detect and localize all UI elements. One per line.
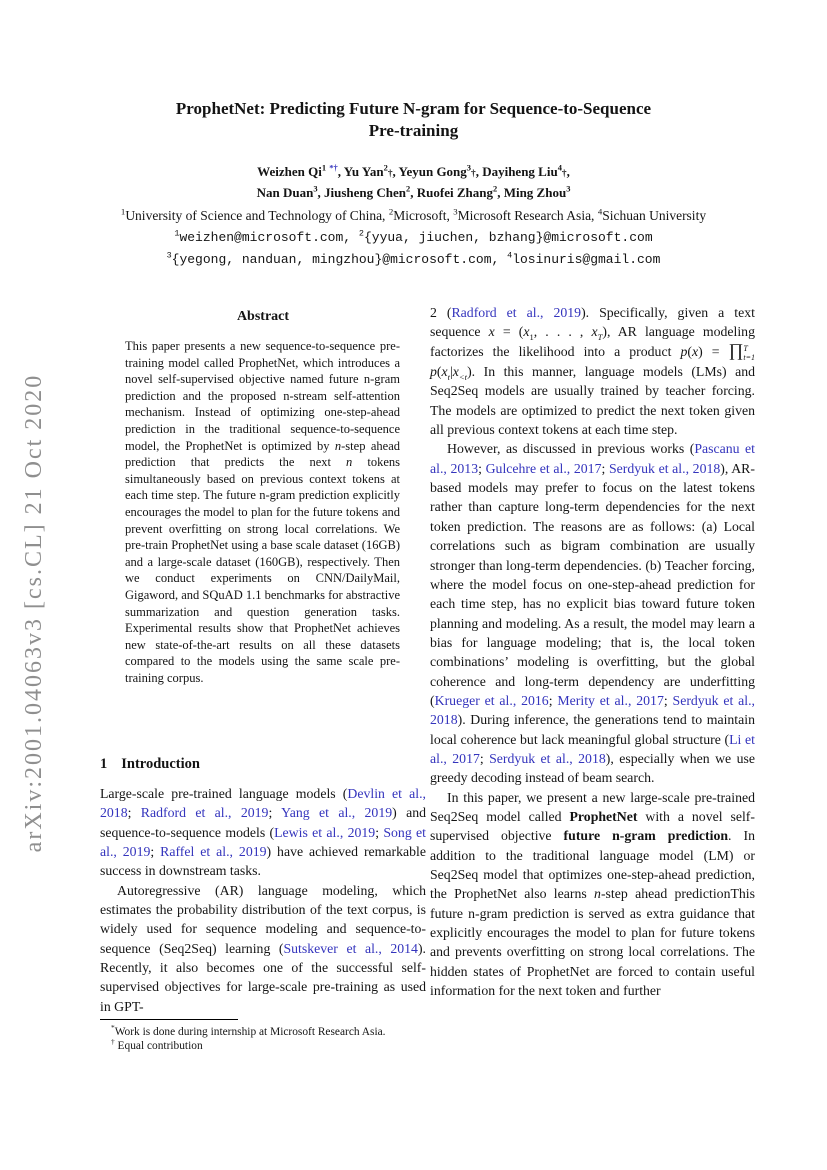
paper-title [0, 98, 827, 142]
authors-line-2: Nan Duan$^3$, Jiusheng Chen$^2$, Ruofei Zhang$^2$, Ming Zhou$^3$ [256, 183, 571, 200]
emails-line-2: $^3${yegong, nanduan, mingzhou}@microsoft.com, $^4$losinuris@gmail.com [166, 250, 661, 267]
title-line-2: Pre-training [368, 121, 459, 140]
abstract-heading: Abstract [236, 309, 290, 324]
footnote-rule [100, 1019, 238, 1020]
authors-block [0, 161, 827, 203]
arxiv-watermark: arXiv:2001.04063v3 [cs.CL] 21 Oct 2020 [21, 373, 47, 853]
footnote-internship: *Work is done during internship at Microsoft Research Asia. [111, 1023, 386, 1038]
section-number: 1 [100, 756, 108, 772]
emails-line-1: $^1$weizhen@microsoft.com, $^2${yyua, jiuchen, bzhang}@microsoft.com [174, 228, 653, 245]
abstract-text: This paper presents a new sequence-to-sequence pre-training model called ProphetNet, which introduces a novel self-supervised objective named future n-gram prediction and the proposed n-stream self-attention mechanism. Instead of optimizing one-step-ahead prediction in the traditional sequence-to-sequence model, the ProphetNet is optimized by n-step ahead prediction that predicts the next n tokens simultaneously based on previous context tokens at each time step. The future n-gram prediction explicitly encourages the model to plan for the future tokens and prevent overfitting on strong local correlations. We pre-train ProphetNet using a base scale dataset (16GB) and a large-scale dataset (160GB), respectively. Then we conduct experiments on CNN/DailyMail, Gigaword, and SQuAD 1.1 benchmarks for abstractive summarization and question generation tasks. Experimental results show that ProphetNet achieves new state-of-the-art results on all these datasets compared to the models using the same scale pre-training corpus. [125, 339, 400, 685]
footnotes-block [100, 1019, 426, 1054]
intro-paragraph-1: Large-scale pre-trained language models (Devlin et al., 2018; Radford et al., 2019; Yang et al., 2019) and sequence-to-sequence models (Lewis et al., 2019; Song et al., 2019; Raffel et al., 2019) have achieved remarkable success in downstream tasks. [100, 786, 426, 879]
paper-header [0, 98, 827, 271]
section-heading-introduction [100, 756, 200, 773]
intro-paragraph-3: However, as discussed in previous works (Pascanu et al., 2013; Gulcehre et al., 2017; Serdyuk et al., 2018), AR-based models may prefer to focus on the latest tokens rather than capture long-term dependencies for the next token prediction. The reasons are as follows: (a) Local correlations such as bigram combination are usually stronger than long-term dependencies. (b) Teacher forcing, where the model focus on one-step-ahead prediction for each time step, has no explicit bias toward future token planning and modeling. As a result, the model may learn a bias for language modeling; that is, the local token combinations’ modeling is overfitting, but the global coherence and long-term dependency are underfitting (Krueger et al., 2016; Merity et al., 2017; Serdyuk et al., 2018). During inference, the generations tend to maintain local coherence but lack meaningful global structure (Li et al., 2017; Serdyuk et al., 2018), especially when we use greedy decoding instead of beam search. [430, 441, 755, 786]
title-line-1: ProphetNet: Predicting Future N-gram for Sequence-to-Sequence [175, 99, 652, 118]
intro-paragraph-4: In this paper, we present a new large-scale pre-trained Seq2Seq model called ProphetNet with a novel self-supervised objective future n-gram prediction. In addition to the traditional language model (LM) or Seq2Seq model that optimizes one-step-ahead prediction, the ProphetNet also learns n-step ahead predictionThis future n-gram prediction is served as extra guidance that explicitly encourages the model to plan for future tokens and prevents overfitting on strong local correlations. The hidden states of ProphetNet are forced to contain useful information for the next token and further [430, 789, 755, 999]
right-column [430, 303, 755, 1000]
section-title: Introduction [121, 756, 200, 772]
emails-block [0, 227, 827, 271]
affiliations-line: $^1$University of Science and Technology of China, $^2$Microsoft, $^3$Microsoft Research Asia, $^4$Sichuan University [120, 206, 707, 223]
authors-line-1: Weizhen Qi$^1$ *†, Yu Yan$^2$†, Yeyun Gong$^3$†, Dayiheng Liu$^4$†, [257, 162, 570, 179]
intro-paragraph-2: Autoregressive (AR) language modeling, which estimates the probability distribution of the text corpus, is widely used for sequence modeling and sequence-to-sequence (Seq2Seq) learning (Sutskever et al., 2014). Recently, it also becomes one of the successful self-supervised objectives for large-scale pre-training as used in GPT- [100, 882, 426, 1014]
introduction-left-paragraphs [100, 784, 426, 1016]
left-column [100, 303, 426, 1014]
intro-paragraph-2-continuation: 2 (Radford et al., 2019). Specifically, given a text sequence $x = (x_1$, . . . , $x_T$), AR language modeling factorizes the likelihood into a product p(x) = ∏ T t=1 $p(x_t|x_{<t})$. In this manner, language models (LMs) and Seq2Seq models are usually trained by teacher forcing. The models are optimized to predict the next token given all previous context tokens at each time step. [430, 305, 755, 438]
footnote-equal-contribution: † Equal contribution [111, 1037, 203, 1052]
